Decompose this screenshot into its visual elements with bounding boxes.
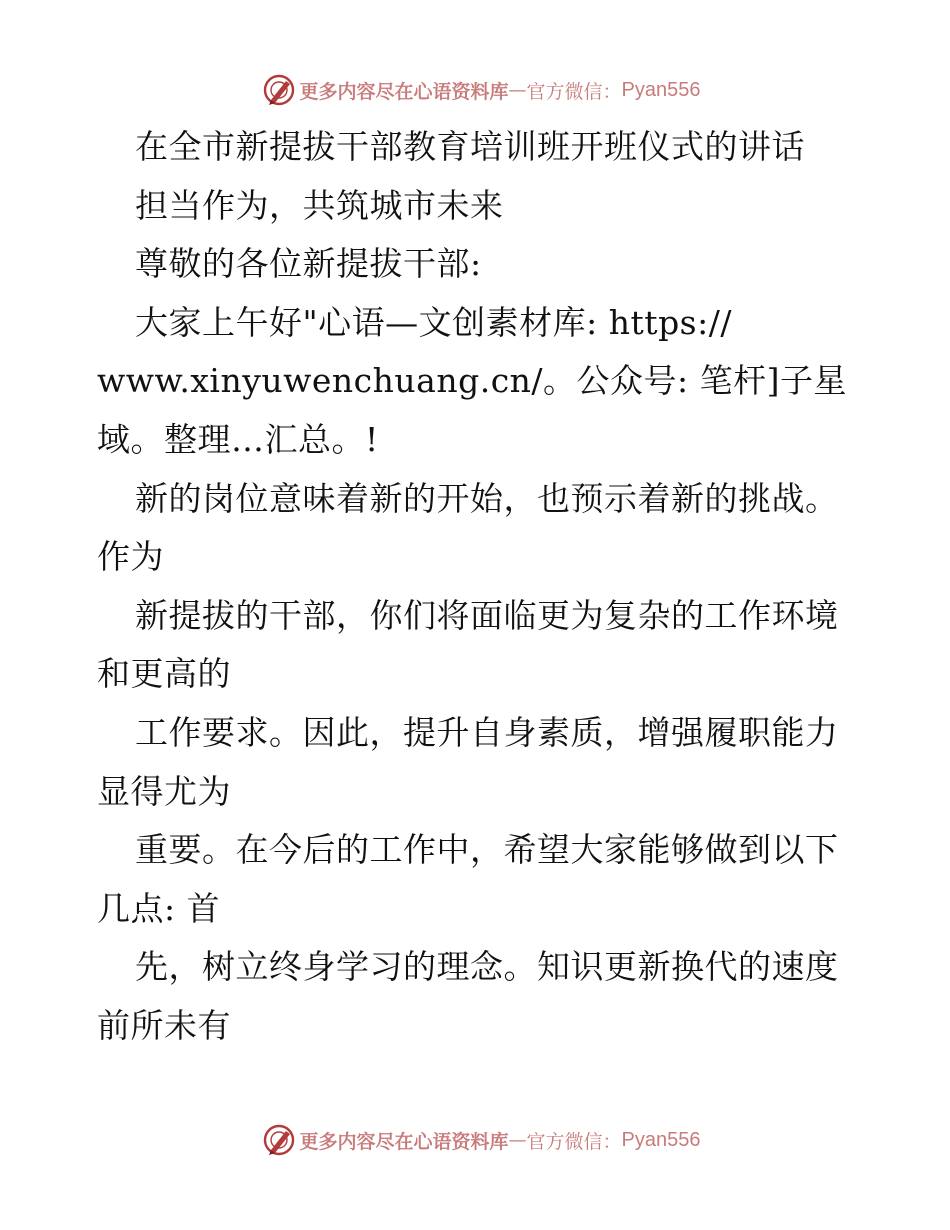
banner-wechat-label: 官方微信： — [526, 80, 622, 103]
banner-wechat-id: Pyan556 — [621, 1128, 701, 1151]
paragraph-line: www.xinyuwenchuang.cn/。公众号: 笔杆]子星 — [97, 361, 848, 401]
banner-main-text: 更多内容尽在心语资料库 — [299, 80, 509, 103]
speech-title: 在全市新提拔干部教育培训班开班仪式的讲话 — [135, 127, 805, 166]
paragraph-line: 域。整理…汇总。! — [97, 419, 379, 459]
paragraph-line: 重要。在今后的工作中，希望大家能够做到以下 — [135, 830, 839, 870]
footer-banner — [0, 1120, 950, 1160]
banner-separator: — — [508, 79, 527, 101]
paragraph-line: 几点: 首 — [97, 888, 221, 928]
paragraph-line: 前所未有 — [97, 1005, 231, 1045]
banner-content — [262, 73, 701, 107]
paragraph-line: 作为 — [97, 537, 164, 577]
paragraph-line: 新的岗位意味着新的开始，也预示着新的挑战。 — [135, 478, 839, 518]
paragraph-line: 先，树立终身学习的理念。知识更新换代的速度 — [135, 947, 839, 987]
banner-main-text: 更多内容尽在心语资料库 — [299, 1130, 509, 1153]
banner-content — [262, 1123, 701, 1157]
pen-logo-icon — [262, 1123, 296, 1157]
speech-subtitle: 担当作为，共筑城市未来 — [135, 185, 504, 225]
document-body — [97, 118, 867, 1056]
paragraph-line: 工作要求。因此，提升自身素质，增强履职能力 — [135, 712, 839, 752]
paragraph-line: 和更高的 — [97, 654, 231, 694]
banner-separator: — — [508, 1129, 527, 1151]
banner-wechat-id: Pyan556 — [621, 78, 701, 101]
paragraph-line: 显得尤为 — [97, 771, 231, 811]
paragraph-line: 大家上午好"心语—文创素材库: https:// — [135, 302, 732, 342]
salutation: 尊敬的各位新提拔干部: — [135, 244, 482, 284]
paragraph-line: 新提拔的干部，你们将面临更为复杂的工作环境 — [135, 595, 839, 635]
header-banner — [0, 70, 950, 110]
pen-logo-icon — [262, 73, 296, 107]
banner-wechat-label: 官方微信： — [526, 1130, 622, 1153]
